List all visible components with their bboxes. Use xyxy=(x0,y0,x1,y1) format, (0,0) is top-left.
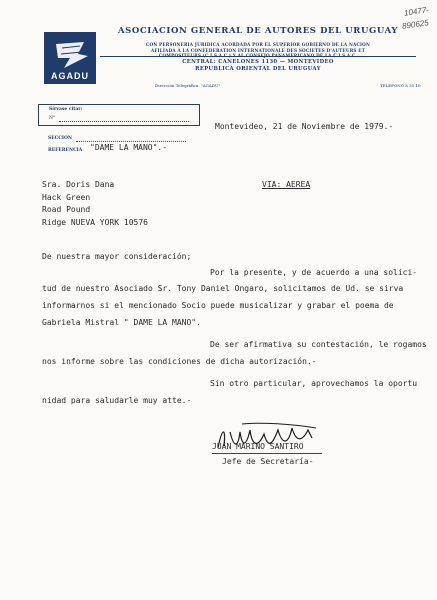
logo-text: AGADU xyxy=(51,71,89,81)
body-line: tud de nuestro Asociado Sr. Tony Daniel Ongaro, solicitamos de Ud. se sirva xyxy=(42,284,404,293)
section-line xyxy=(76,141,186,142)
letterhead-line: COMPOSITEURS (C.I.S.A.C.) Y AL CONSEJO PANAMERICANO DE LA C.I.S.A.C. xyxy=(158,53,358,59)
archive-note: 890625 xyxy=(401,18,430,31)
section-label: SECCION xyxy=(48,136,72,141)
letterhead-line: CON PERSONERIA JURIDICA ACORDADA POR EL SUPERIOR GOBIERNO DE LA NACION xyxy=(145,42,371,47)
body-line: Por la presente, y de acuerdo a una solici- xyxy=(210,268,418,277)
recipient-line: Ridge NUEVA YORK 10576 xyxy=(42,218,148,227)
archive-note: 10477- xyxy=(403,5,430,18)
body-line: Gabriela Mistral " DAME LA MANO". xyxy=(42,318,201,327)
signatory-title: Jefe de Secretaría- xyxy=(222,457,314,466)
recipient-line: Sra. Doris Dana xyxy=(42,180,115,189)
body-line: nos informe sobre las condiciones de dicha autorización.- xyxy=(42,357,317,366)
phone: TELEFONO 8 35 10 xyxy=(380,83,421,88)
body-line: nidad para saludarle muy atte.- xyxy=(42,396,192,405)
handwritten-signature xyxy=(212,418,322,458)
letterhead xyxy=(100,26,416,73)
citation-line xyxy=(59,121,189,122)
reference-label: REFERENCIA xyxy=(48,148,83,153)
citation-number-label: N° xyxy=(49,116,56,121)
citation-label: Sírvase citar: xyxy=(49,107,83,112)
body-line: informarnos si el mencionado Socio puede musicalizar y grabar el poema de xyxy=(42,301,394,310)
org-name: ASOCIACION GENERAL DE AUTORES DEL URUGUAY xyxy=(117,26,399,36)
via-label: VIA: AEREA xyxy=(262,180,311,189)
recipient-line: Road Pound xyxy=(42,205,91,214)
header-rule xyxy=(100,56,416,57)
reference-value: "DAME LA MANO".- xyxy=(90,143,168,152)
cable-address: Dirección Telegráfica: "AGADU" xyxy=(155,83,221,88)
signatory-name: JUAN MARINO SANTIRO xyxy=(212,442,304,451)
agadu-logo xyxy=(44,32,96,84)
signature-rule xyxy=(212,453,322,454)
letterhead-line: AFILIADA A LA CONFEDERATION INTERNATIONALE DES SOCIETES D'AUTEURS ET xyxy=(150,47,366,53)
address: CENTRAL: CANELONES 1130 — MONTEVIDEO xyxy=(182,58,334,65)
salutation: De nuestra mayor consideración; xyxy=(42,252,192,261)
country: REPUBLICA ORIENTAL DEL URUGUAY xyxy=(195,65,321,72)
body-line: De ser afirmativa su contestación, le rogamos xyxy=(210,340,427,349)
body-line: Sin otro particular, aprovechamos la oportu xyxy=(210,379,418,388)
date-line: Montevideo, 21 de Noviembre de 1979.- xyxy=(215,122,394,131)
recipient-line: Hack Green xyxy=(42,193,91,202)
citation-box xyxy=(38,104,200,126)
